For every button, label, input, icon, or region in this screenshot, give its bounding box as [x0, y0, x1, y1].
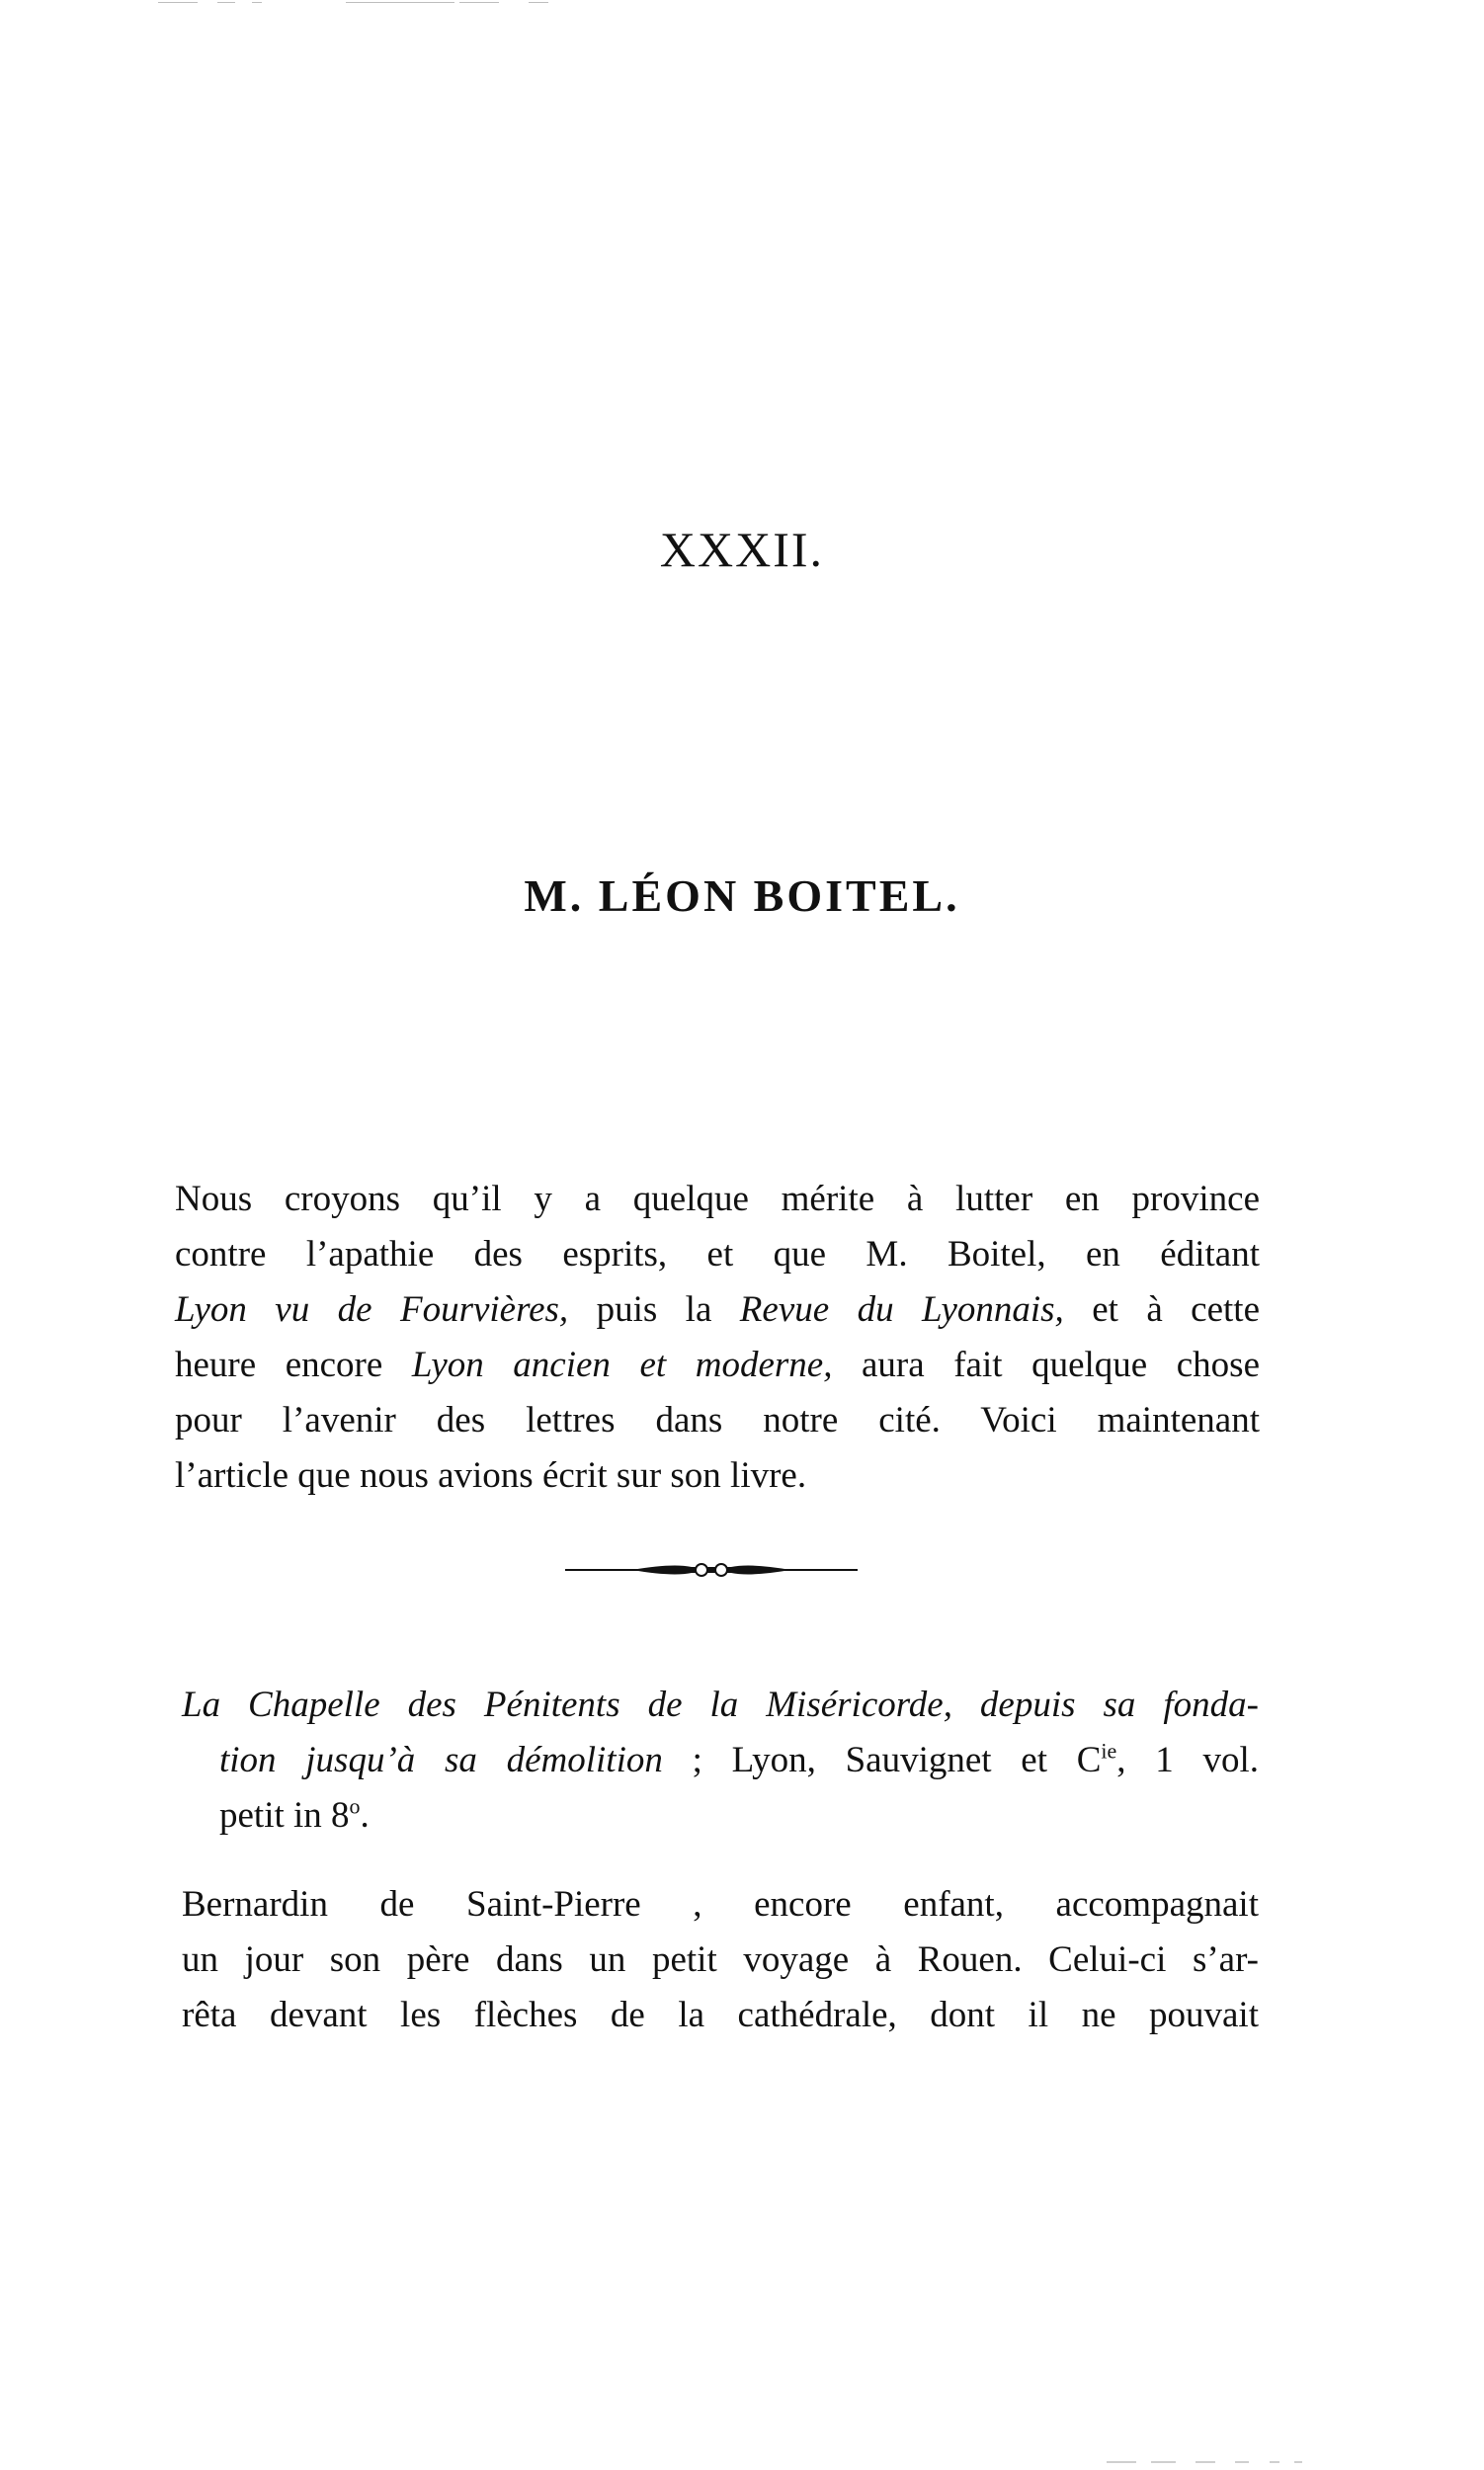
- citation-format: petit in 8: [219, 1795, 350, 1836]
- intro-line-4: [175, 1338, 1260, 1393]
- citation-publisher: ; Lyon, Sauvignet et C: [662, 1740, 1102, 1780]
- body-line-2: un jour son père dans un petit voyage à Rouen. Celui-ci s’ar-: [182, 1939, 1259, 1980]
- citation-block: [182, 1678, 1259, 1844]
- intro-text: aura fait quelque chose: [832, 1345, 1260, 1385]
- intro-work-title-revue: Revue du Lyonnais,: [739, 1289, 1064, 1330]
- citation-line-3: [182, 1788, 1259, 1844]
- intro-paragraph: [175, 1172, 1260, 1504]
- intro-line-2: contre l’apathie des esprits, et que M. Boitel, en éditant: [175, 1234, 1260, 1275]
- citation-title: La Chapelle des Pénitents de la Miséricorde, depuis sa fonda-: [182, 1685, 1259, 1725]
- intro-line-3: [175, 1282, 1260, 1338]
- intro-work-title-lyon-ancien: Lyon ancien et moderne,: [411, 1345, 833, 1385]
- chapter-number: XXXII.: [659, 522, 825, 577]
- body-line-1: Bernardin de Saint-Pierre , encore enfant, accompagnait: [182, 1884, 1259, 1925]
- scan-edge-marks: [158, 0, 573, 6]
- intro-line-6: l’article que nous avions écrit sur son livre.: [175, 1455, 807, 1496]
- body-line-3: rêta devant les flèches de la cathédrale, dont il ne pouvait: [182, 1995, 1259, 2035]
- scan-edge-marks-bottom: [1107, 2460, 1344, 2464]
- intro-text: heure encore: [175, 1345, 412, 1385]
- ornament-divider: [563, 1559, 860, 1581]
- citation-title-cont: tion jusqu’à sa démolition: [219, 1740, 663, 1780]
- citation-volume: , 1 vol.: [1116, 1740, 1260, 1780]
- citation-format-superscript: o: [349, 1793, 361, 1819]
- citation-period: .: [360, 1795, 370, 1836]
- intro-line-5: pour l’avenir des lettres dans notre cité. Voici maintenant: [175, 1400, 1260, 1441]
- citation-line-2: [182, 1733, 1259, 1788]
- intro-text: puis la: [568, 1289, 740, 1330]
- intro-line-1: Nous croyons qu’il y a quelque mérite à lutter en province: [175, 1179, 1260, 1219]
- citation-line-1: [182, 1678, 1259, 1733]
- body-paragraph: [182, 1877, 1259, 2043]
- intro-work-title-lyon-vu: Lyon vu de Fourvières,: [175, 1289, 569, 1330]
- chapter-title: M. LÉON BOITEL.: [524, 870, 960, 921]
- citation-superscript: ie: [1101, 1738, 1117, 1764]
- intro-text: et à cette: [1063, 1289, 1260, 1330]
